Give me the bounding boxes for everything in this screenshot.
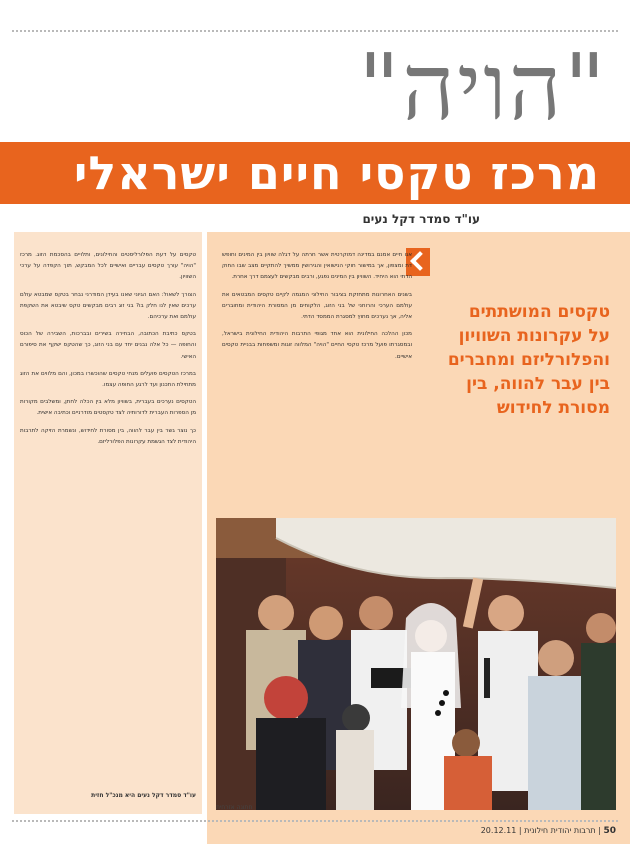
paragraph: מכון ההלכה החילונית הוא אחד מגופי התרבות היהודית החילונית בישראל, ובמסגרתו פועל מרכז טקסי החיים "הויה" המלווה זוגות ומשפחות בבניית טקסים אישיים. <box>222 331 412 360</box>
paragraph: בשנים האחרונות מתחזקת בציבור החילוני המגמה לקיים טקסים המבטאים את עולמם הערכי והרוחני של בני הזוג, הלקוחים מן המסורת היהודית ומחוברים אליה, אך נערכים מחוץ למסגרת הממסד הדתי. <box>222 291 412 321</box>
publication-name: תרבות יהודית חילונית <box>524 826 596 835</box>
paragraph: במרכז הטקסים פועלים מנחי טקסים שהוכשרו במכון, והם מלווים את הזוג מתחילת התכנון ועד לרגע החופה עצמו. <box>20 370 196 389</box>
byline: עו"ד סמדר דקל נעים <box>362 212 480 226</box>
article-column-left <box>20 250 196 800</box>
article-title: מרכז טקסי חיים ישראלי <box>73 146 600 200</box>
paragraph: בטקס כתיבת הכתובה, הבחירה בשירים ובברכות, השבירה של הכוס והחופה — כל אלה נבנים יחד עם בני הזוג, כך שהטקס ישקף את סיפורם האישי. <box>20 331 196 360</box>
paragraph: כך נוצר גשר בין עבר להווה, בין מסורת לחידוש, ונשמרת הזיקה לתרבות היהודית לצד הגשמת עקרונות הפלורליזם. <box>20 427 196 445</box>
section-kicker: "הויה" <box>357 40 608 136</box>
paragraph: הטקסים נערכים בעברית, בשוויון מלא בין הכלה לחתן, ומשלבים מקורות מן הספרות העברית לדורותיה לצד טקסטים מודרניים וכתיבה אישית. <box>20 399 196 417</box>
article-column-right <box>222 250 412 512</box>
top-dotted-rule <box>12 30 618 32</box>
wedding-photo <box>216 518 616 810</box>
pull-quote: טקסים המושתתים על עקרונות השוויון והפלורליזם ומחברים בין עבר להווה, בין מסורת לחידוש <box>447 302 610 418</box>
issue-date: 20.12.11 <box>480 826 517 835</box>
page-number: 50 <box>603 826 616 836</box>
paragraph: הצורך לשאול: האם הגיוני שאנו בעידן המודרני נבחר בטקס שמבטא עולם ערכים שאין לנו חלק בו? בני זוג רבים מבקשים טקס שיבטא את השקפת עולמם ואת ערכיהם. <box>20 291 196 321</box>
photo-caption: חתונה אזרחית <box>216 804 253 811</box>
bottom-dotted-rule <box>12 820 618 822</box>
title-band <box>0 142 630 204</box>
author-note: עו"ד סמדר דקל נעים היא מנכ"ל חזית <box>91 792 196 799</box>
page-footer: 50 | תרבות יהודית חילונית | 20.12.11 <box>480 826 616 836</box>
paragraph: טקסים על דעת הפלורליסטים והחילונים, ותלויים בהסכמת הזוג. מרכז "הויה" עורך טקסים עבריים ואישיים לכל המבקש, תוך הקפדה על ערכי השוויון. <box>20 252 196 281</box>
paragraph: אנו חיים אמנם במדינה דמוקרטית אשר חרתה על דגלה שוויון בין המינים וחופש דת ומצפון, אך במישור חוקי הנישואין והגירושין ממשיך להתקיים מצב שבו החוק הדתי הוא היחיד. השוויון בין המינים נפגע, ורבים מבקשים לעצמם דרך אחרת. <box>222 252 412 281</box>
